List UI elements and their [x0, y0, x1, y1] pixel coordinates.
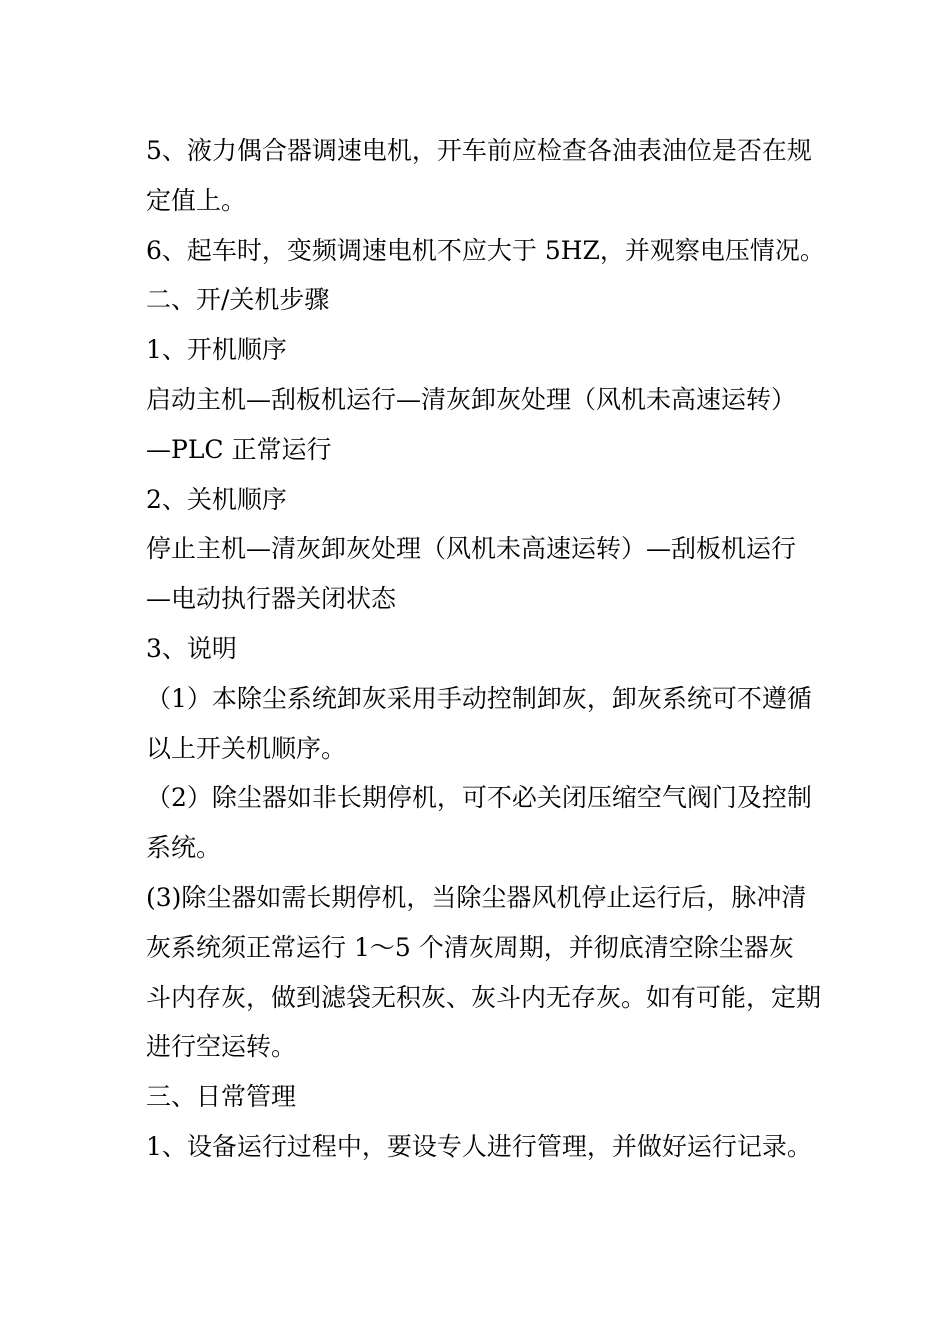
text-line-14: （2）除尘器如非长期停机，可不必关闭压缩空气阀门及控制: [146, 783, 812, 813]
text-line-7: —PLC 正常运行: [146, 434, 332, 464]
subheading-notes: 3、说明: [146, 633, 237, 663]
text-line-17: 灰系统须正常运行 1～5 个清灰周期，并彻底清空除尘器灰: [146, 932, 794, 962]
text-line-12: （1）本除尘系统卸灰采用手动控制卸灰，卸灰系统可不遵循: [146, 683, 812, 713]
text-line-16: (3)除尘器如需长期停机，当除尘器风机停止运行后，脉冲清: [146, 882, 807, 912]
text-line-2: 定值上。: [146, 185, 247, 215]
text-line-9: 停止主机—清灰卸灰处理（风机未高速运转）—刮板机运行: [146, 534, 797, 564]
text-line-1: 5、液力偶合器调速电机，开车前应检查各油表油位是否在规: [146, 136, 812, 165]
subheading-shutdown-order: 2、关机顺序: [146, 484, 287, 514]
text-line-10: —电动执行器关闭状态: [146, 584, 397, 614]
section-heading-3: 三、日常管理: [146, 1082, 297, 1112]
text-line-19: 进行空运转。: [146, 1032, 297, 1062]
text-line-3: 6、起车时，变频调速电机不应大于 5HZ，并观察电压情况。: [146, 235, 825, 265]
text-line-21: 1、设备运行过程中，要设专人进行管理，并做好运行记录。: [146, 1131, 812, 1161]
section-heading-2: 二、开/关机步骤: [146, 285, 330, 315]
text-line-18: 斗内存灰，做到滤袋无积灰、灰斗内无存灰。如有可能，定期: [146, 982, 822, 1012]
text-line-6: 启动主机—刮板机运行—清灰卸灰处理（风机未高速运转）: [146, 384, 797, 414]
document-body: [146, 126, 826, 1172]
text-line-15: 系统。: [146, 833, 222, 863]
text-line-13: 以上开关机顺序。: [146, 733, 347, 763]
subheading-startup-order: 1、开机顺序: [146, 335, 287, 365]
